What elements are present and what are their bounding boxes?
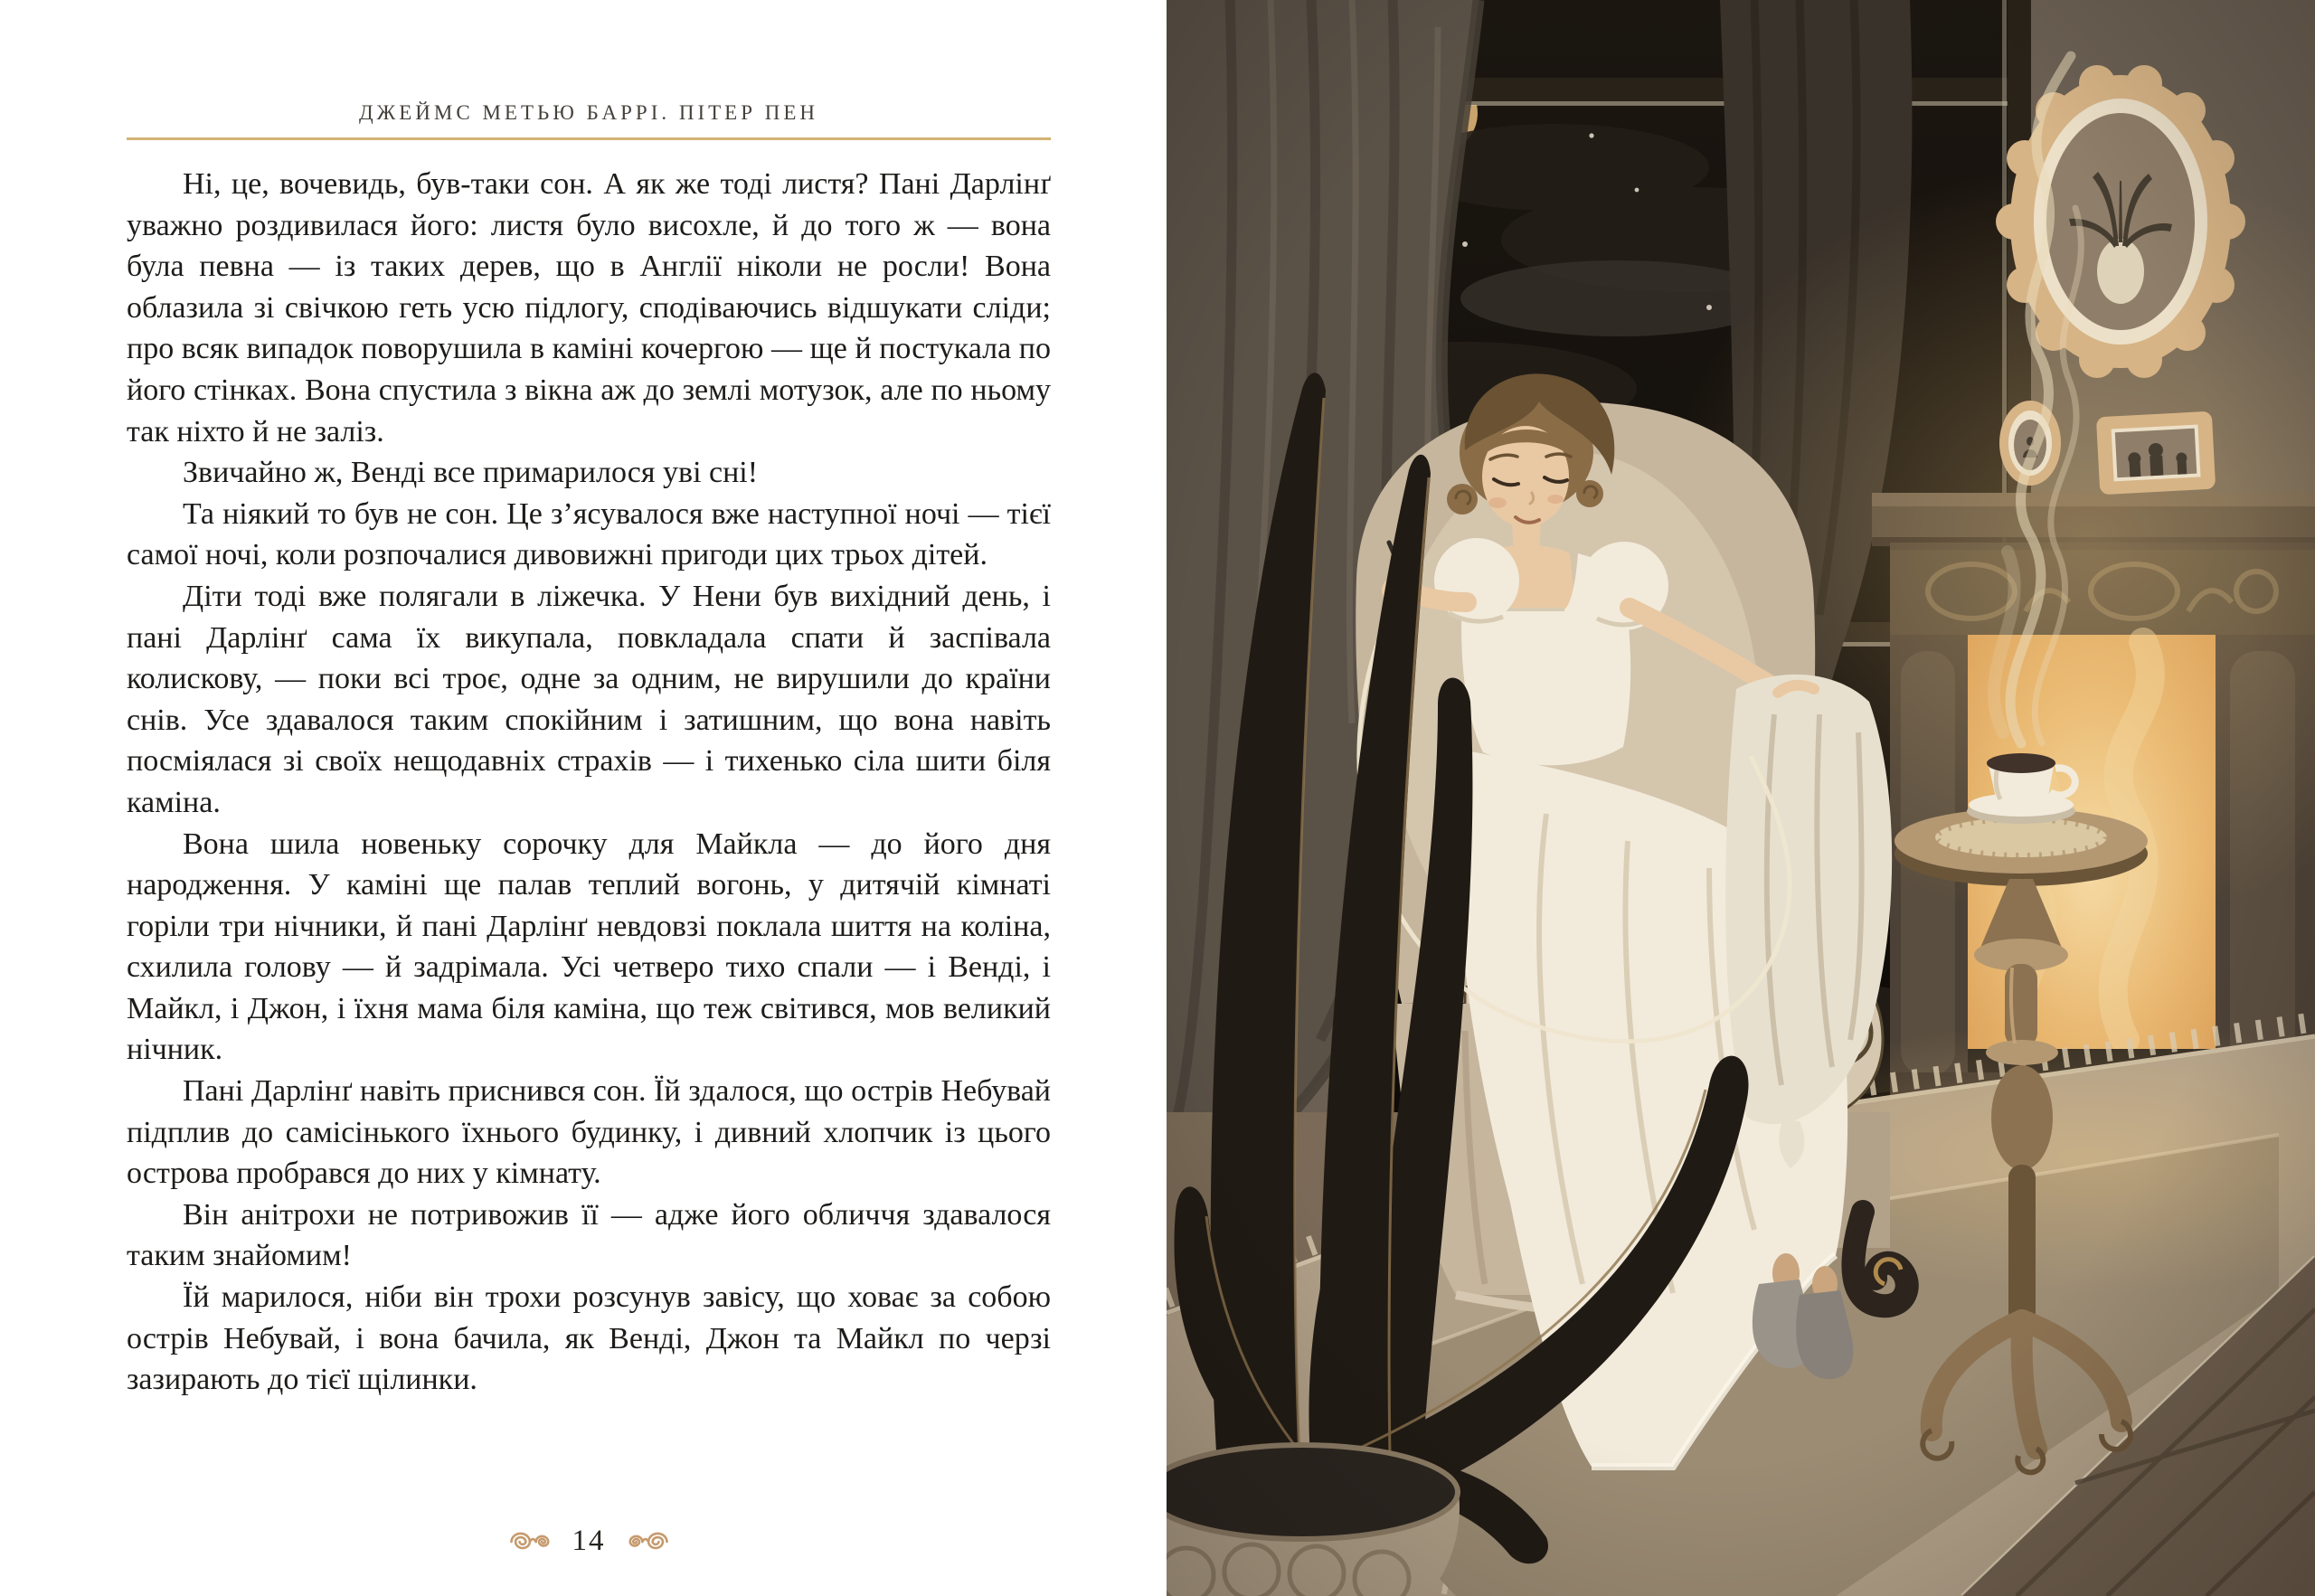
flourish-left-icon bbox=[507, 1531, 554, 1553]
paragraph: Звичайно ж, Венді все примарилося уві сні! bbox=[183, 456, 759, 490]
running-header: ДЖЕЙМС МЕТЬЮ БАРРІ. ПІТЕР ПЕН bbox=[358, 101, 819, 124]
header-rule bbox=[127, 137, 1051, 140]
paragraph: Пані Дарлінґ навіть приснився сон. Їй здалося, що острів Небувай підплив до самісінького їхнього будинку, і дивний хлопчик із цього острова пробрався до них у кімнату. bbox=[127, 1074, 1051, 1191]
flourish-right-icon bbox=[624, 1531, 671, 1553]
paragraph: Він анітрохи не потривожив її — адже його обличчя здавалося таким знайомим! bbox=[127, 1197, 1051, 1273]
paragraph: Та ніякий то був не сон. Це з’ясувалося вже наступної ночі — тієї самої ночі, коли розпочалися дивовижні пригоди цих трьох дітей. bbox=[127, 496, 1051, 572]
paragraph: Діти тоді вже полягали в ліжечка. У Нени був вихідний день, і пані Дарлінґ сама їх викупала, повкладала спати й заспівала колискову, — поки всі троє, одне за одним, не вирушили до країни снів. Усе здавалося таким спокійним і затишним, що вона навіть посміялася зі своїх нещодавніх страхів — і тихенько сіла шити біля каміна. bbox=[127, 579, 1051, 819]
illustration-page bbox=[1167, 0, 2315, 1596]
illustration bbox=[1167, 0, 2315, 1596]
paragraph: Їй марилося, ніби він трохи розсунув завісу, що ховає за собою острів Небувай, і вона бачила, як Венді, Джон та Майкл по черзі зазирають до тієї щілинки. bbox=[127, 1280, 1051, 1397]
body-text bbox=[127, 164, 1051, 1401]
paragraph: Вона шила новеньку сорочку для Майкла — до його дня народження. У каміні ще палав теплий вогонь, у дитячій кімнаті горіли три нічники, й пані Дарлінґ невдовзі поклала шиття на коліна, схилила голову — й задрімала. Усі четверо тихо спали — і Венді, і Майкл, і Джон, і їхня мама біля каміна, що теж світився, мов великий нічник. bbox=[127, 826, 1051, 1067]
paragraph: Ні, це, вочевидь, був-таки сон. А як же тоді листя? Пані Дарлінґ уважно роздивилася його: листя було висохле, й до того ж — вона була певна — із таких дерев, що в Англії ніколи не росли! Вона облазила зі свічкою геть усю підлогу, сподіваючись відшукати сліди; про всяк випадок поворушила в каміні кочергою — ще й постукала по його стінках. Вона спустила з вікна аж до землі мотузок, але по ньому так ніхто й не заліз. bbox=[127, 167, 1051, 449]
page-footer bbox=[127, 1525, 1051, 1558]
page-number: 14 bbox=[572, 1525, 606, 1557]
